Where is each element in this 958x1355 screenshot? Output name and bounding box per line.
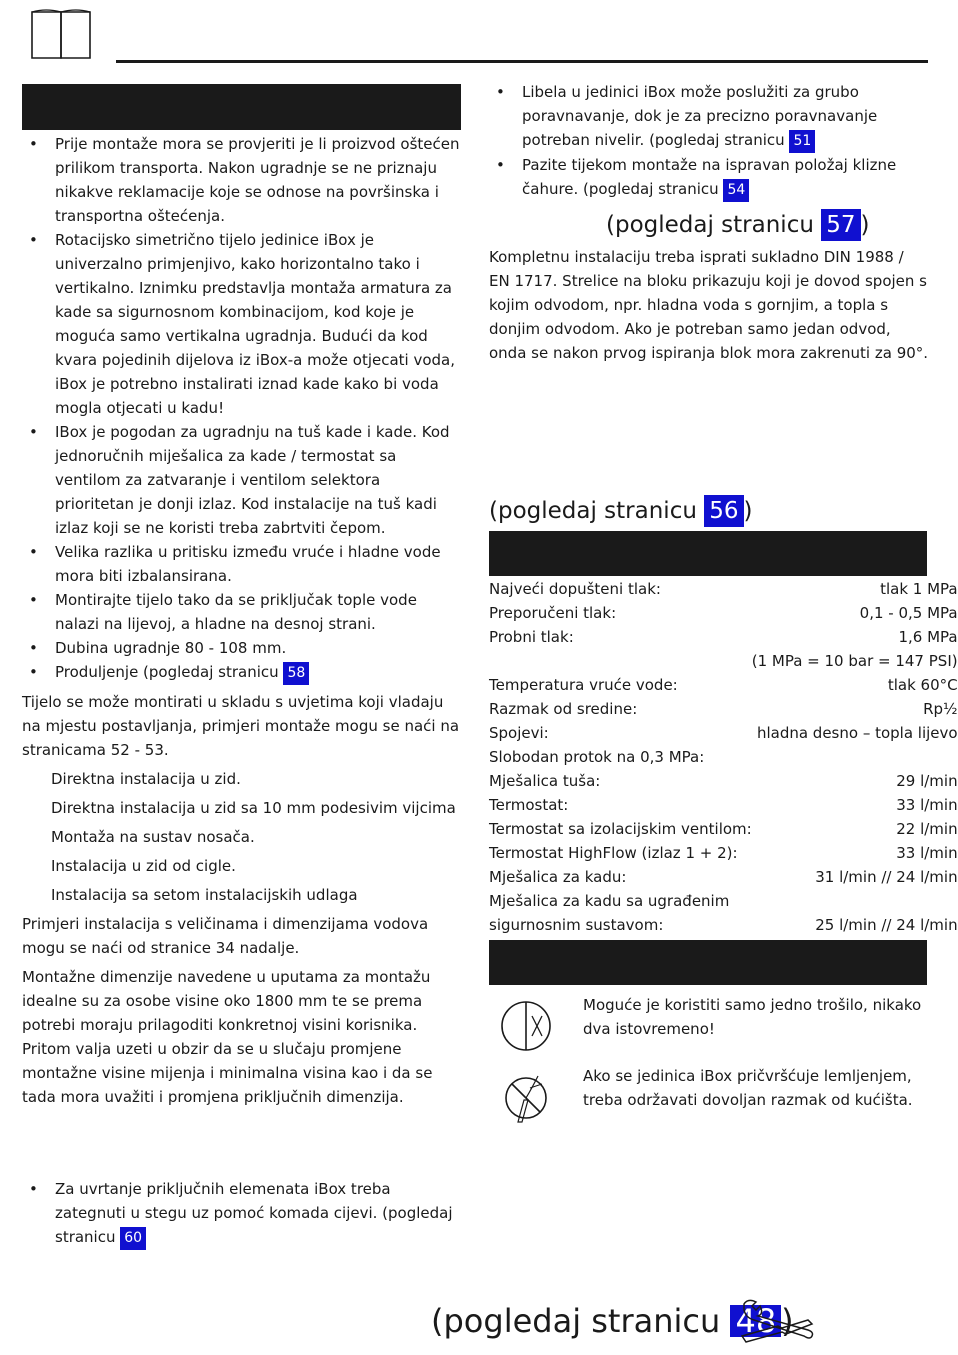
spec-label: Najveći dopušteni tlak: [489, 580, 661, 598]
rinse-page-ref: (pogledaj stranicu 57 ) [606, 208, 870, 242]
list-item: • Rotacijsko simetrično tijelo jedinice iBox je univerzalno primjenjivo, kako horizontalno tako i vertikalno. Iznimku predstavlja montaža armatura za kade sa sigurnosnom kombinacijom, kod koje je moguća samo vertikalna ugradnja. Budući da kod kvara pojedinih dijelova iz iBox-a može otjecati voda, iBox je potrebno instalirati iznad kade kako bi voda mogla otjecati u kadu! [22, 228, 462, 420]
mounting-paragraph: Tijelo se može montirati u skladu s uvjetima koji vladaju na mjestu postavljanja, primjeri montaže mogu se naći na stranicama 52 - 53. [22, 693, 460, 759]
spec-label: Mješalica za kadu: [489, 868, 627, 886]
table-row [489, 745, 958, 769]
spec-label: sigurnosnim sustavom: [489, 916, 664, 934]
spec-label: Termostat: [489, 796, 569, 814]
tech-page-ref: (pogledaj stranicu 56 ) [489, 494, 753, 528]
spec-value: tlak 1 MPa [880, 580, 958, 598]
table-row [489, 793, 958, 817]
single-consumer-icon [498, 998, 554, 1054]
spec-label: Mješalica tuša: [489, 772, 601, 790]
install-type-item: Direktna instalacija u zid sa 10 mm podesivim vijcima [51, 799, 456, 817]
service-page-ref: (pogledaj stranicu 48 ) [431, 1302, 794, 1340]
open-book-icon [30, 8, 92, 60]
dimensions-paragraph: Montažne dimenzije navedene u uputama za montažu idealne su za osobe visine oko 1800 mm te se prema potrebi moraju prilagoditi konkretnoj visini korisnika. Pritom valja uzeti u obzir da se u slučaju promjene montažne visine mijenja i minimalna visina kao i da se tada mora uvažiti i promjena priključnih dimenzija. [22, 968, 433, 1106]
install-type-item: Montaža na sustav nosača. [51, 828, 255, 846]
spec-value: 33 l/min [896, 796, 958, 814]
table-row [489, 721, 958, 745]
list-item: • Produljenje (pogledaj stranicu 58 [22, 660, 462, 685]
spec-label: Slobodan protok na 0,3 MPa: [489, 748, 705, 766]
spec-label: Razmak od sredine: [489, 700, 638, 718]
spec-label: Termostat HighFlow (izlaz 1 + 2): [489, 844, 738, 862]
spec-value: Rp½ [923, 700, 958, 718]
spec-label: Spojevi: [489, 724, 549, 742]
spec-label: Probni tlak: [489, 628, 574, 646]
technical-data-table [489, 577, 958, 937]
single-consumer-note: Moguće je koristiti samo jedno trošilo, nikako dva istovremeno! [583, 996, 922, 1038]
page-ref-link[interactable]: 56 [704, 495, 743, 527]
examples-paragraph: Primjeri instalacija s veličinama i dimenzijama vodova mogu se naći od stranice 34 nadalje. [22, 915, 429, 957]
table-row [489, 817, 958, 841]
wrench-screwdriver-icon [738, 1296, 818, 1346]
spec-label [489, 649, 752, 673]
tightening-section [22, 1177, 462, 1250]
page-ref-link[interactable]: 48 [730, 1305, 781, 1337]
install-type-item: Instalacija u zid od cigle. [51, 857, 236, 875]
spec-value: 0,1 - 0,5 MPa [859, 604, 958, 622]
spec-value: hladna desno – topla lijevo [756, 724, 958, 742]
spec-value: 1,6 MPa [898, 628, 958, 646]
no-soldering-icon [500, 1070, 556, 1126]
soldering-note: Ako se jedinica iBox pričvršćuje lemljenjem, treba održavati dovoljan razmak od kućišta. [583, 1067, 913, 1109]
spec-value [752, 889, 958, 913]
left-column [22, 132, 462, 1109]
spec-value: 29 l/min [896, 772, 958, 790]
table-row [489, 649, 958, 673]
right-column-top [489, 80, 929, 202]
install-type-item: Instalacija sa setom instalacijskih udlaga [51, 886, 358, 904]
list-item: • Libela u jedinici iBox može poslužiti za grubo poravnavanje, dok je za precizno poravnavanje potreban nivelir. (pogledaj stranicu 51 [489, 80, 929, 153]
table-row [489, 625, 958, 649]
page-ref-link[interactable]: 58 [283, 662, 309, 685]
page-ref-link[interactable]: 51 [789, 130, 815, 153]
list-item: • Pazite tijekom montaže na ispravan položaj klizne čahure. (pogledaj stranicu 54 [489, 153, 929, 202]
spec-label: Mješalica za kadu sa ugrađenim [489, 892, 730, 910]
table-row [489, 769, 958, 793]
table-row [489, 889, 958, 913]
list-item: • Dubina ugradnje 80 - 108 mm. [22, 636, 462, 660]
spec-value: 31 l/min // 24 l/min [815, 868, 958, 886]
list-item: • Montirajte tijelo tako da se priključak tople vode nalazi na lijevoj, a hladne na desnoj strani. [22, 588, 462, 636]
list-item: • Za uvrtanje priključnih elemenata iBox treba zategnuti u stegu uz pomoć komada cijevi. (pogledaj stranicu 60 [22, 1177, 462, 1250]
spec-value: 33 l/min [896, 844, 958, 862]
section-bar-safety [22, 84, 461, 130]
page-ref-link[interactable]: 54 [723, 179, 749, 202]
table-row [489, 601, 958, 625]
page-ref-link[interactable]: 60 [120, 1227, 146, 1250]
spec-value: 22 l/min [896, 820, 958, 838]
spec-label: Temperatura vruće vode: [489, 676, 678, 694]
spec-value: (1 MPa = 10 bar = 147 PSI) [751, 652, 958, 670]
section-bar-symbols [489, 940, 927, 985]
spec-value: tlak 60°C [887, 676, 958, 694]
table-row [489, 577, 958, 601]
install-type-item: Direktna instalacija u zid. [51, 770, 241, 788]
table-row [489, 673, 958, 697]
header-rule [116, 60, 928, 63]
rinse-paragraph: Kompletnu instalaciju treba isprati sukladno DIN 1988 / EN 1717. Strelice na bloku prikazuju koji je dovod spojen s kojim odvodom, npr. hladna voda s gornjim, a topla s donjim odvodom. Ako je potreban samo jedan odvod, onda se nakon prvog ispiranja blok mora zakrenuti za 90°. [489, 248, 929, 362]
table-row [489, 865, 958, 889]
list-item: • IBox je pogodan za ugradnju na tuš kade i kade. Kod jednoručnih miješalica za kade / termostat sa ventilom za zatvaranje i ventilom selektora prioritetan je donji izlaz. Kod instalacije na tuš kadi izlaz koji se ne koristi treba zabrtviti čepom. [22, 420, 462, 540]
list-item: • Prije montaže mora se provjeriti je li proizvod oštećen prilikom transporta. Nakon ugradnje se ne priznaju nikakve reklamacije koje se odnose na površinska i transportna oštećenja. [22, 132, 462, 228]
spec-value: 25 l/min // 24 l/min [815, 916, 958, 934]
list-item: • Velika razlika u pritisku između vruće i hladne vode mora biti izbalansirana. [22, 540, 462, 588]
table-row [489, 697, 958, 721]
page-ref-link[interactable]: 57 [821, 209, 860, 241]
spec-value [752, 745, 958, 769]
spec-label: Preporučeni tlak: [489, 604, 617, 622]
spec-label: Termostat sa izolacijskim ventilom: [489, 820, 752, 838]
section-bar-technical-data [489, 531, 927, 576]
table-row [489, 841, 958, 865]
safety-bullet-list [22, 132, 462, 685]
table-row [489, 913, 958, 937]
